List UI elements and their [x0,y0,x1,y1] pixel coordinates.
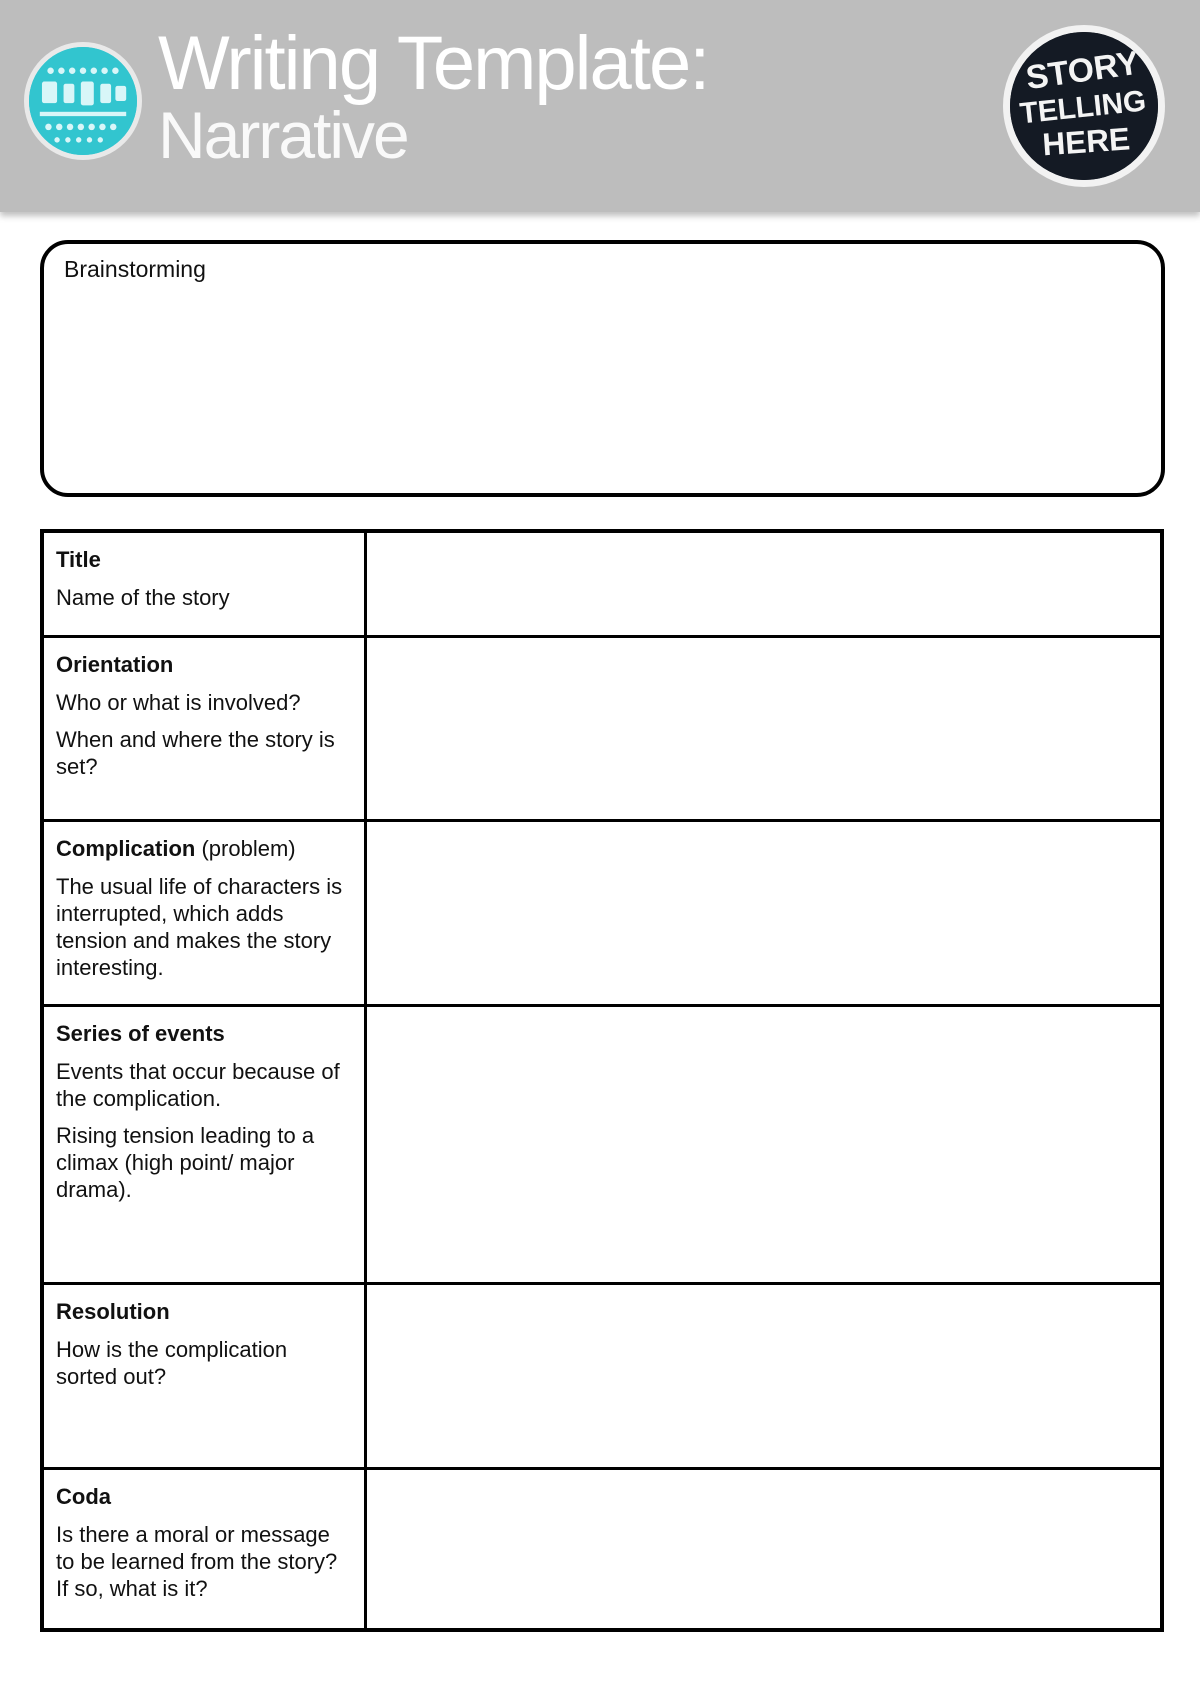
brainstorming-label: Brainstorming [64,256,206,282]
row-description: When and where the story is set? [56,726,335,779]
narrative-structure-table [40,529,1164,1632]
circuit-board-icon [24,42,142,160]
table-row-title [42,531,1162,636]
brainstorming-box[interactable] [40,240,1165,497]
row-description: Who or what is involved? [56,689,301,715]
row-heading: Title [56,547,101,572]
page-subtitle: Narrative [158,98,408,172]
row-label-cell [42,531,365,636]
row-description: How is the complication sorted out? [56,1336,288,1389]
logo-text-line-2: TELLING [1018,84,1148,131]
row-description: Is there a moral or message to be learned from the story? If so, what is it? [56,1521,338,1601]
page-title: Writing Template: [158,21,709,106]
answer-cell-series-of-events[interactable] [365,1005,1162,1283]
row-description: The usual life of characters is interrupted, which adds tension and makes the story interesting. [56,873,343,980]
answer-cell-title[interactable] [365,531,1162,636]
answer-cell-coda[interactable] [365,1468,1162,1630]
answer-cell-orientation[interactable] [365,636,1162,820]
answer-cell-resolution[interactable] [365,1283,1162,1468]
logo-text-line-3: HERE [1041,120,1132,163]
row-description: Events that occur because of the complication. [56,1058,340,1111]
row-heading: Complication (problem) [56,835,296,861]
row-description: Rising tension leading to a climax (high point/ major drama). [56,1122,315,1202]
table-row-complication [42,820,1162,1005]
row-heading: Resolution [56,1298,170,1324]
answer-cell-complication[interactable] [365,820,1162,1005]
row-label-cell [42,1283,365,1468]
row-heading: Coda [56,1483,111,1509]
logo-text-line-1: STORY [1023,44,1142,98]
header-band [0,0,1200,212]
row-label-cell [42,1468,365,1630]
table-row-orientation [42,636,1162,820]
row-label-cell [42,1005,365,1283]
row-label-cell [42,636,365,820]
story-telling-sign-icon [1003,25,1165,187]
row-heading: Orientation [56,651,174,677]
row-heading: Series of events [56,1020,225,1046]
row-label-cell [42,820,365,1005]
table-row-coda [42,1468,1162,1630]
row-description: Name of the story [56,585,230,611]
table-row-series-of-events [42,1005,1162,1283]
table-row-resolution [42,1283,1162,1468]
